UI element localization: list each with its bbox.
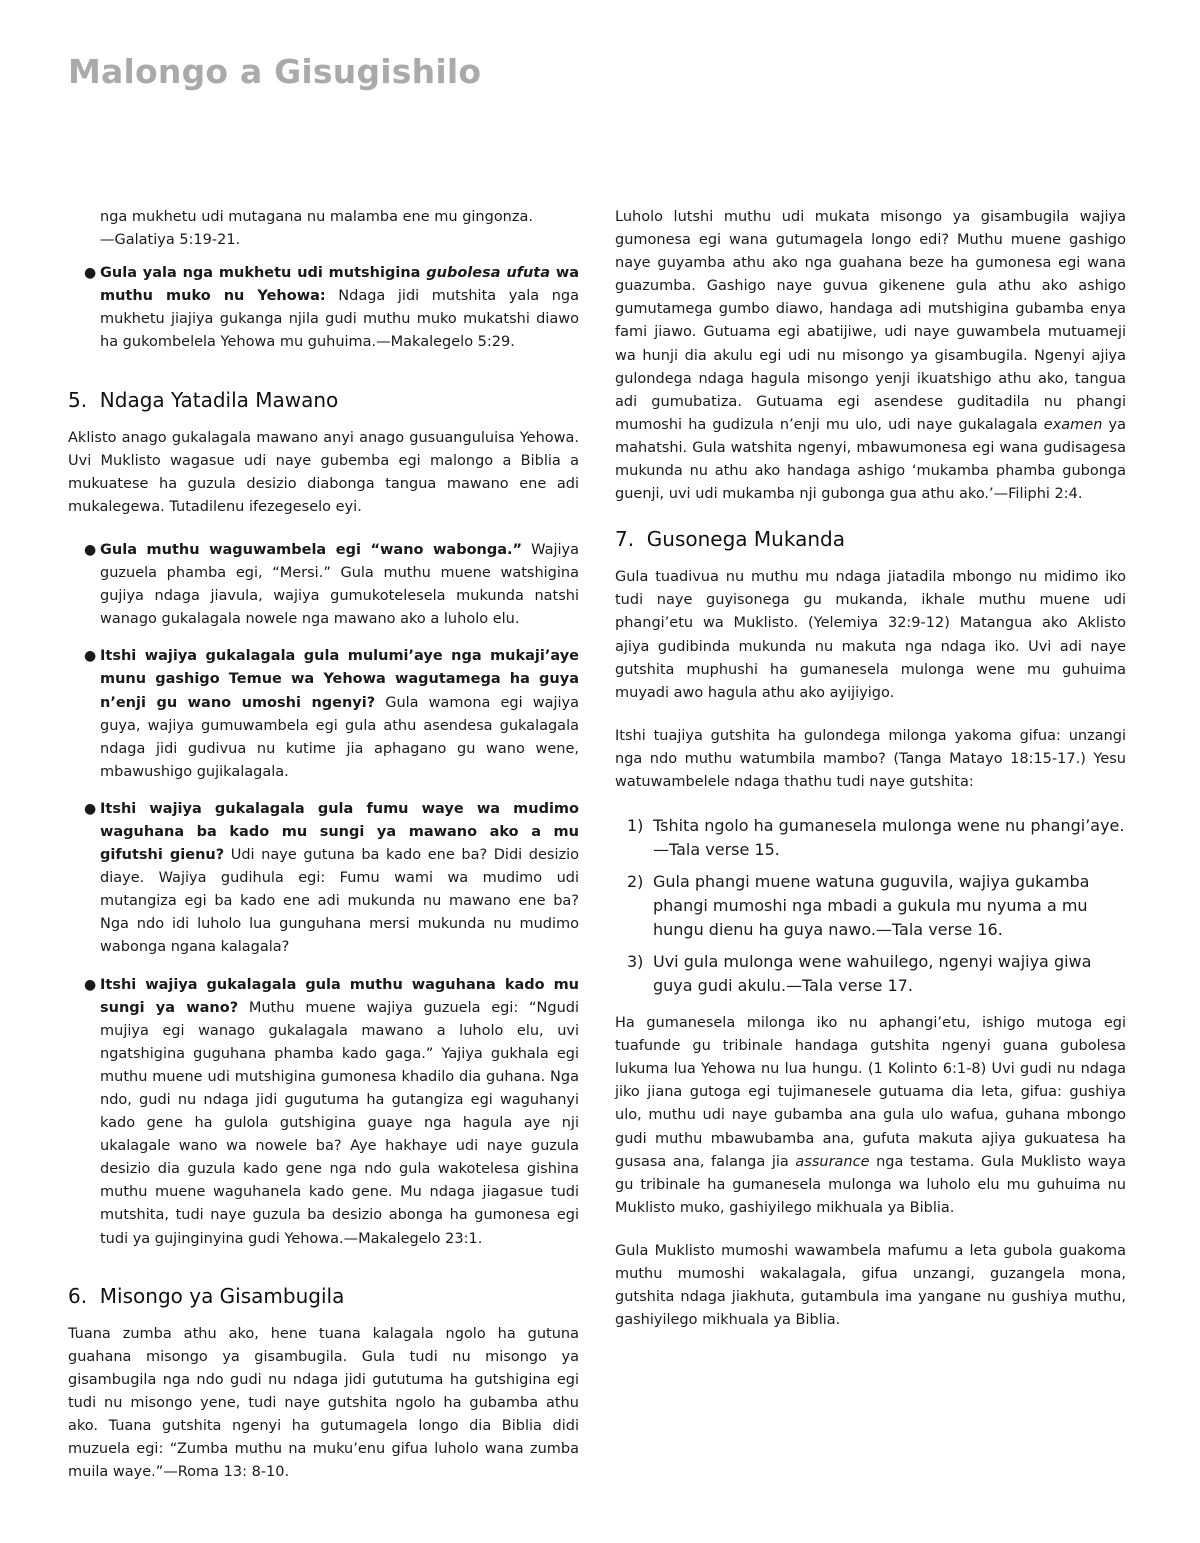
step-item xyxy=(615,950,1126,998)
bullet-body: Udi naye gutuna ba kado ene ba? Didi desizio diaye. Wajiya gudihula egi: Fumu wami wa mudimo udi mutangiza egi ba kado ene adi mukunda nu mawano ene ba? Nga ndo idi luholo lua gunguhana mersi mukunda nu mudimo wabonga ngana kalagala? xyxy=(100,847,580,956)
section-heading-6: 6. Misongo ya Gisambugila xyxy=(68,1283,345,1308)
section-7-paragraph-2: Itshi tuajiya gutshita ha gulondega milonga yakoma gifua: unzangi nga ndo muthu watumbila mambo? (Tanga Matayo 18:15-17.) Yesu watuwambelele ndaga thathu tudi naye gutshita: xyxy=(615,727,1126,790)
right-column xyxy=(615,206,1126,1352)
section-7-paragraph-1: Gula tuadivua nu muthu mu ndaga jiatadila mbongo nu midimo iko tudi naye guyisonega gu mukanda, ikhale muthu muene udi phangi’etu wa Muklisto. (Yelemiya 32:9-12) Matangua ako Aklisto ajiya gudibinda mukunda nu makuta nga ndaga iko. Uvi adi naye gutshita muphushi ha gumanesela mulonga wene mu guhuima muyadi awo hagula athu ako ayijiyigo. xyxy=(615,569,1126,701)
paragraph-text: Ha gumanesela milonga iko nu aphangi’etu, ishigo mutoga egi tuafunde gu tribinale handaga gutshita ngenyi guana gubolesa lukuma lua Yehowa nu lua hungu. (1 Kolinto 6:1-8) Uvi gudi nu ndaga jiko jiana gutoga egi tujimanesele gutuama dia leta, gifua: gushiya ulo, muthu udi naye gubamba ana gula ulo wafua, guhana mbongo gudi muthu mbawubamba ana, gufuta makuta ajiya gukuatesa ha gusasa ana, falanga jia xyxy=(615,1015,1126,1170)
step-text: Gula phangi muene watuna guguvila, wajiya gukamba phangi mumoshi nga mbadi a gukula mu nyuma a mu hungu dienu ha guya nawo.—Tala verse 16. xyxy=(653,872,1090,940)
left-column xyxy=(68,206,579,1504)
bullet-body: Wajiya guzuela phamba egi, “Mersi.” Gula muthu muene watshigina gujiya ndaga jiavula, wajiya gumukotelesela mukunda natshi wanago gukalagala nowele nga mawano ako a luholo elu. xyxy=(100,541,580,628)
paragraph-text: Luholo lutshi muthu udi mukata misongo ya gisambugila wajiya gumonesa egi wana gutumagela longo edi? Muthu muene gashigo naye guyamba athu ako nga guahana beze ha gumonesa egi wana guazumba. Gashigo naye guvua gikenene gula athu ako ashigo gumutamega gumbo diawo, handaga adi mutshigina gubamba enya fami jiawo. Gutuama egi abatijiwe, udi naye guwambela mutuameji wa hunji dia akulu egi udi nu misongo ya gisambugila. Ngenyi ajiya gulondega ndaga hagula misongo yenji ikuatshigo athu ako, tangua adi gumubatiza. Gutuama egi asendese guditadila nu phangi mumoshi ha gudizula n’enji mu ulo, udi naye gukalagala xyxy=(615,209,1126,433)
bullet-icon: ● xyxy=(84,265,97,282)
bullet-item-unity xyxy=(68,262,579,354)
paragraph-text-end: nga testama. Gula Muklisto waya gu tribinale ha gumanesela mulonga wa luholo elu mu guhuima nu Muklisto muko, gashiyilego mikhuala ya Biblia. xyxy=(615,1153,1126,1216)
section-heading-5: 5. Ndaga Yatadila Mawano xyxy=(68,387,339,412)
bullet-item-employer xyxy=(68,798,579,960)
bullet-body: Muthu muene wajiya guzuela egi: “Ngudi mujiya egi wanago gukalagala mawano a luholo elu, uvi ngatshigina guguhana phamba kado gaga.” Yajiya gukhala egi muthu muene udi mutshigina gumonesa khadilo dia guhana. Nga ndo, gudi nu ndaga jidi gugutuma ha gutangiza egi waguhanyi kado gene ha gulola gutshigina guaye nga hagula aye nji ukalagale wano wa nowele ba? Aye hakhaye udi naye guzula desizio dia guzula kado gene nga ndo gula wakotelesa gishina muthu muene waguhanela kado gene. Mu ndaga jiagasue tudi mutshita, tudi naye guzula ba desizio abonga ha gumonesa egi tudi ya gujinginyina gudi Yehowa.—Makalegelo 23:1. xyxy=(100,999,579,1247)
scripture-reference: —Galatiya 5:19-21. xyxy=(100,232,241,249)
bullet-lead: Itshi wajiya gukalagala gula fumu waye wa mudimo waguhana ba kado mu sungi ya mawano ako a mu gifutshi gienu? xyxy=(100,800,579,864)
bullet-lead-end: wa muthu muko nu Yehowa: xyxy=(100,265,579,305)
bullet-lead: Itshi wajiya gukalagala gula mulumi’aye nga mukaji’aye munu gashigo Temue wa Yehowa wagutamega ha guya n’enji gu wano umoshi ngenyi? xyxy=(100,648,579,711)
bullet-icon: ● xyxy=(84,800,97,817)
step-item xyxy=(615,814,1126,862)
bullet-icon: ● xyxy=(84,541,97,558)
step-item xyxy=(615,870,1126,942)
paragraph-text-end: ya mahatshi. Gula watshita ngenyi, mbawumonesa egi wana gudisagesa mukunda nu athu ako handaga ashigo ‘mukamba phamba gubonga guenji, uvi udi mukamba nji gubonga gua athu ako.’—Filiphi 2:4. xyxy=(615,416,1126,503)
bullet-item-gift xyxy=(68,974,579,1251)
bullet-icon: ● xyxy=(84,976,97,993)
bullet-lead: Itshi wajiya gukalagala gula muthu waguhana kado mu sungi ya wano? xyxy=(100,976,579,1016)
section-7-paragraph-4: Gula Muklisto mumoshi wawambela mafumu a leta gubola guakoma muthu mumoshi wakalagala, gifua unzangi, guzangela mona, gutshita ndaga jiakhuta, gutambula ima yangane nu gushiya muthu, gashiyilego mikhuala ya Biblia. xyxy=(615,1242,1126,1329)
bullet-icon: ● xyxy=(84,648,97,665)
step-number: 1) xyxy=(627,816,644,836)
italic-term: assurance xyxy=(795,1153,870,1170)
bullet-body: Gula wamona egi wajiya guya, wajiya gumuwambela egi gula athu asendesa gukalagala ndaga jidi gudivua nu kutime jia aphagano gu wano wene, mbawushigo gujikalagala. xyxy=(100,694,579,780)
bullet-lead: Gula yala nga mukhetu udi mutshigina xyxy=(100,265,427,282)
bullet-item-spouse xyxy=(68,645,579,784)
step-number: 3) xyxy=(627,952,644,972)
step-text: Uvi gula mulonga wene wahuilego, ngenyi wajiya giwa guya gudi akulu.—Tala verse 17. xyxy=(653,952,1092,996)
section-6-continued xyxy=(615,206,1126,506)
bullet-lead-italic: gubolesa ufuta xyxy=(426,265,550,282)
step-number: 2) xyxy=(627,872,644,892)
steps-list xyxy=(615,814,1126,998)
step-text: Tshita ngolo ha gumanesela mulonga wene nu phangi’aye. —Tala verse 15. xyxy=(653,816,1125,860)
bullet-lead: Gula muthu waguwambela egi “wano wabonga.” xyxy=(100,541,523,558)
continued-text: nga mukhetu udi mutagana nu malamba ene mu gingonza. xyxy=(100,209,533,225)
bullet-body: Ndaga jidi mutshita yala nga mukhetu jiajiya gukanga njila gudi muthu muko mukatshi diawo ha gukombelela Yehowa mu guhuima.—Makalegelo 5:29. xyxy=(100,288,579,351)
continued-paragraph xyxy=(68,206,579,252)
section-5-intro: Aklisto anago gukalagala mawano anyi anago gusuanguluisa Yehowa. Uvi Muklisto wagasue udi naye gubemba egi malongo a Biblia a mukuatese ha guzula desizio diabonga tangua mawano ene adi mukalegewa. Tutadilenu ifezegeselo eyi. xyxy=(68,429,579,515)
bullet-item-thanks xyxy=(68,539,579,631)
running-title: Malongo a Gisugishilo xyxy=(68,52,482,91)
section-7-paragraph-3 xyxy=(615,1012,1126,1220)
section-6-paragraph: Tuana zumba athu ako, hene tuana kalagala ngolo ha gutuna guahana misongo ya gisambugila. Gula tudi nu misongo ya gisambugila nga ndo gudi nu ndaga jidi gututuma ha gutshigina egi tudi nu misongo yene, tudi naye gutshita ngolo ha gubamba athu ako. Tuana gutshita ngenyi ha gutumagela longo dia Biblia didi muzuela egi: “Zumba muthu na muku’enu gifua luholo wana zumba muila waye.”—Roma 13: 8-10. xyxy=(68,1325,579,1481)
section-heading-7: 7. Gusonega Mukanda xyxy=(615,527,845,552)
bullet-list-top xyxy=(68,262,579,354)
bullet-list-section-5 xyxy=(68,539,579,1251)
italic-term: examen xyxy=(1043,416,1103,433)
